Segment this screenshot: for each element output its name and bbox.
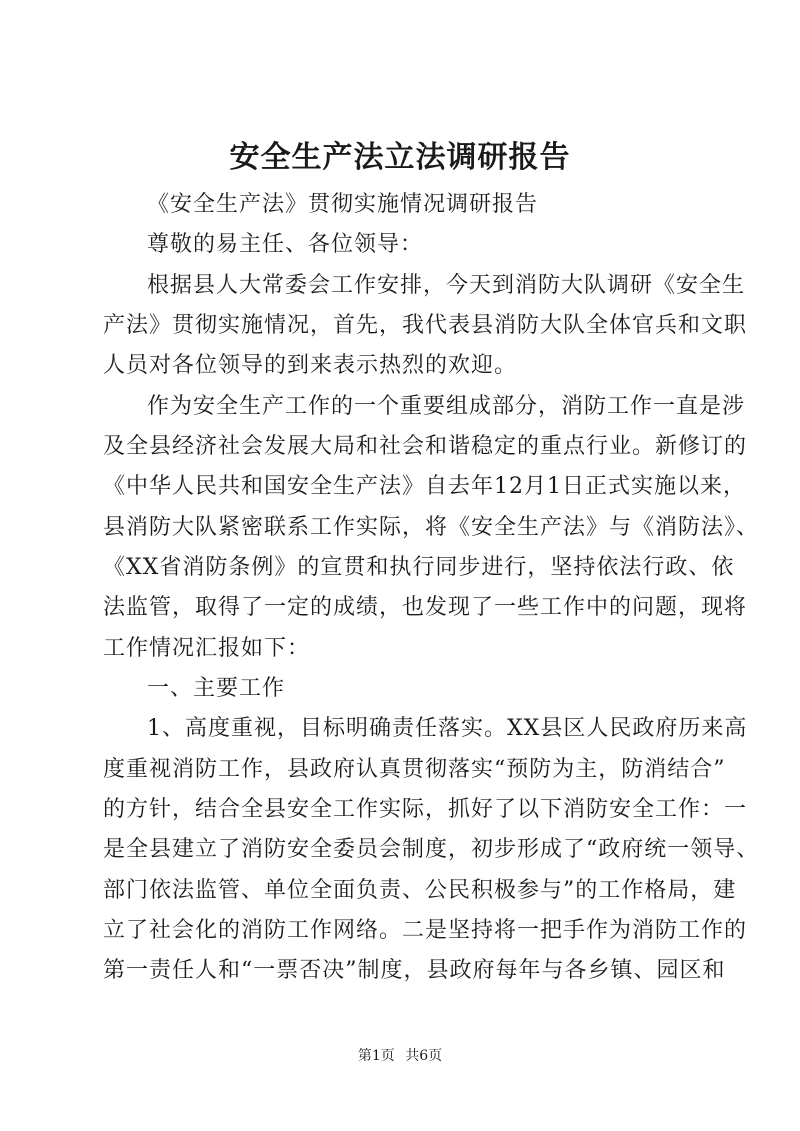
body-line: 及全县经济社会发展大局和社会和谐稳定的重点行业。新修订的 <box>103 434 748 459</box>
body-line: 产法》贯彻实施情况，首先，我代表县消防大队全体官兵和文职 <box>103 313 748 338</box>
body-line: 《XX省消防条例》的宣贯和执行同步进行，坚持依法行政、依 <box>103 555 735 580</box>
body-line: 县消防大队紧密联系工作实际，将《安全生产法》与《消防法》、 <box>103 515 760 540</box>
page-footer <box>0 1046 800 1066</box>
body-line: 1、高度重视，目标明确责任落实。XX县区人民政府历来高 <box>147 716 748 741</box>
subtitle-line: 《安全生产法》贯彻实施情况调研报告 <box>147 192 539 217</box>
page-number: 第1页 <box>357 1048 395 1064</box>
body-line: 人员对各位领导的到来表示热烈的欢迎。 <box>103 353 518 378</box>
page-total: 共6页 <box>405 1048 443 1064</box>
body-line: 根据县人大常委会工作安排，今天到消防大队调研《安全生 <box>147 273 746 298</box>
body-line: 工作情况汇报如下： <box>103 636 311 661</box>
salutation-line: 尊敬的易主任、各位领导： <box>147 232 424 257</box>
body-line: 度重视消防工作，县政府认真贯彻落实“预防为主，防消结合” <box>103 757 726 782</box>
body-line: 部门依法监管、单位全面负责、公民积极参与”的工作格局，建 <box>103 878 737 903</box>
body-line: 立了社会化的消防工作网络。二是坚持将一把手作为消防工作的 <box>103 918 748 943</box>
body-line: 法监管，取得了一定的成绩，也发现了一些工作中的问题，现将 <box>103 595 748 620</box>
body-line: 第一责任人和“一票否决”制度，县政府每年与各乡镇、园区和 <box>103 958 726 983</box>
body-line: 作为安全生产工作的一个重要组成部分，消防工作一直是涉 <box>147 394 746 419</box>
body-line: 是全县建立了消防安全委员会制度，初步形成了“政府统一领导、 <box>103 837 760 862</box>
document-title: 安全生产法立法调研报告 <box>229 140 571 175</box>
body-line: 《中华人民共和国安全生产法》自去年12月1日正式实施以来， <box>103 474 746 499</box>
section-heading: 一、主要工作 <box>147 676 286 701</box>
body-line: 的方针，结合全县安全工作实际，抓好了以下消防安全工作：一 <box>103 797 748 822</box>
